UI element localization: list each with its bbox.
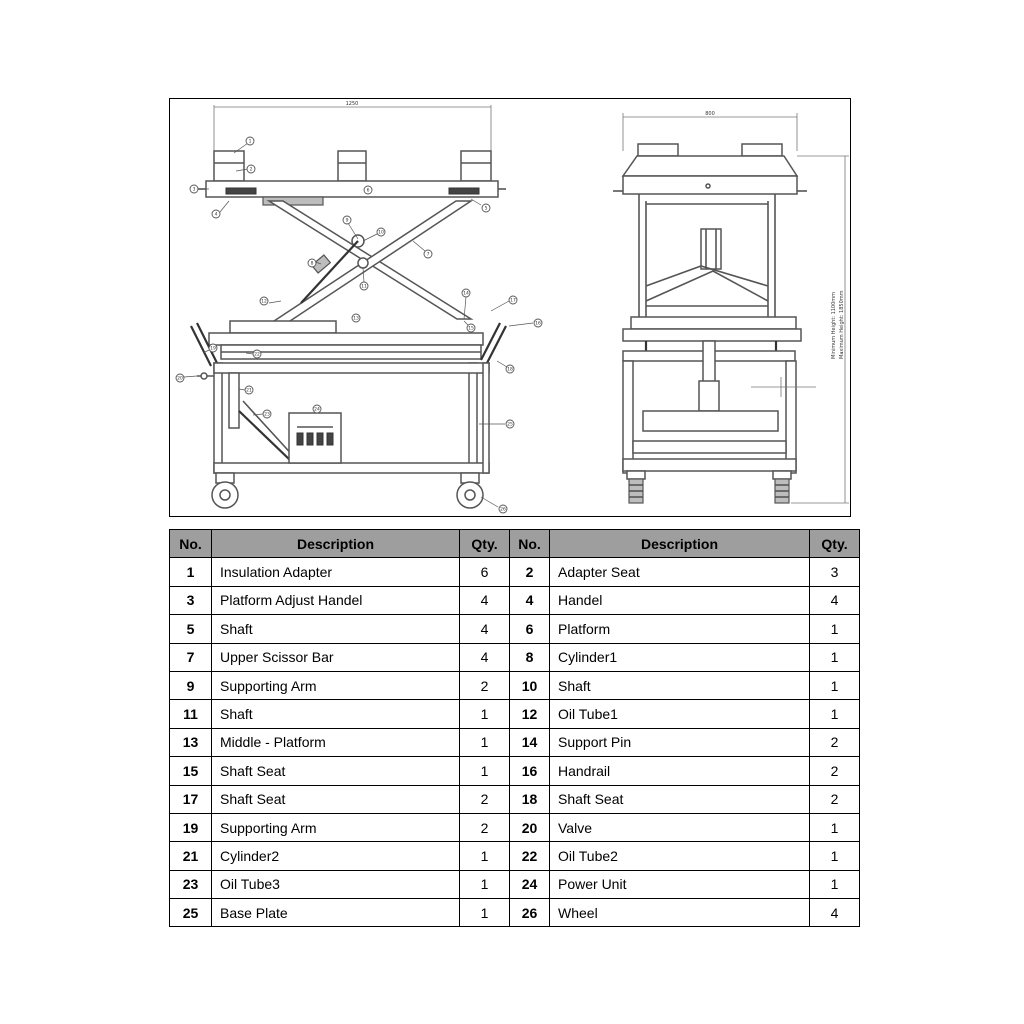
table-row	[170, 785, 860, 813]
header-description: Description	[212, 530, 460, 558]
part-number: 19	[170, 813, 212, 841]
svg-text:7: 7	[426, 252, 430, 258]
part-number: 5	[170, 615, 212, 643]
svg-text:15: 15	[468, 326, 474, 332]
part-number: 16	[510, 757, 550, 785]
svg-text:23: 23	[264, 412, 270, 418]
part-description: Base Plate	[212, 899, 460, 927]
part-quantity: 1	[460, 870, 510, 898]
part-number: 11	[170, 700, 212, 728]
part-quantity: 4	[810, 899, 860, 927]
table-row	[170, 870, 860, 898]
side-view	[176, 101, 542, 513]
part-number: 6	[510, 615, 550, 643]
part-quantity: 1	[460, 757, 510, 785]
part-quantity: 1	[810, 842, 860, 870]
part-description: Insulation Adapter	[212, 558, 460, 586]
svg-text:4: 4	[214, 212, 218, 218]
part-number: 7	[170, 643, 212, 671]
part-description: Shaft Seat	[212, 757, 460, 785]
part-number: 20	[510, 813, 550, 841]
part-description: Power Unit	[550, 870, 810, 898]
part-quantity: 1	[810, 671, 860, 699]
part-number: 13	[170, 728, 212, 756]
part-description: Handrail	[550, 757, 810, 785]
part-description: Shaft	[212, 700, 460, 728]
front-dimension-label: 800	[705, 111, 715, 117]
table-row	[170, 643, 860, 671]
part-quantity: 1	[810, 870, 860, 898]
part-number: 22	[510, 842, 550, 870]
callout-5	[471, 199, 490, 212]
table-row	[170, 813, 860, 841]
part-quantity: 1	[460, 899, 510, 927]
part-number: 17	[170, 785, 212, 813]
part-quantity: 1	[460, 700, 510, 728]
header-description: Description	[550, 530, 810, 558]
part-number: 26	[510, 899, 550, 927]
svg-text:13: 13	[353, 316, 359, 322]
svg-text:18: 18	[507, 367, 513, 373]
part-description: Supporting Arm	[212, 813, 460, 841]
svg-text:6: 6	[366, 188, 370, 194]
header-qty: Qty.	[460, 530, 510, 558]
part-quantity: 3	[810, 558, 860, 586]
base-frame	[214, 363, 489, 473]
callout-4	[212, 201, 229, 218]
table-row	[170, 899, 860, 927]
svg-text:21: 21	[246, 388, 252, 394]
minimum-height-label: Minimum Height: 1100mm	[831, 291, 837, 359]
svg-text:22: 22	[254, 352, 260, 358]
part-description: Supporting Arm	[212, 671, 460, 699]
callout-6	[364, 186, 372, 194]
part-description: Adapter Seat	[550, 558, 810, 586]
svg-text:5: 5	[484, 206, 488, 212]
part-quantity: 4	[460, 586, 510, 614]
callout-15	[464, 321, 475, 332]
parts-table	[169, 529, 860, 927]
part-number: 15	[170, 757, 212, 785]
part-description: Middle - Platform	[212, 728, 460, 756]
part-number: 25	[170, 899, 212, 927]
part-number: 1	[170, 558, 212, 586]
svg-text:12: 12	[261, 299, 267, 305]
part-number: 18	[510, 785, 550, 813]
part-description: Oil Tube1	[550, 700, 810, 728]
part-description: Shaft	[550, 671, 810, 699]
maximum-height-label: Maximum Height: 1850mm	[839, 290, 845, 359]
part-quantity: 2	[460, 813, 510, 841]
part-description: Platform	[550, 615, 810, 643]
part-description: Upper Scissor Bar	[212, 643, 460, 671]
part-description: Platform Adjust Handel	[212, 586, 460, 614]
header-no: No.	[510, 530, 550, 558]
part-quantity: 1	[810, 700, 860, 728]
part-description: Cylinder1	[550, 643, 810, 671]
part-description: Support Pin	[550, 728, 810, 756]
part-quantity: 1	[460, 842, 510, 870]
part-quantity: 2	[810, 728, 860, 756]
table-header-row	[170, 530, 860, 558]
part-number: 14	[510, 728, 550, 756]
part-number: 4	[510, 586, 550, 614]
part-number: 12	[510, 700, 550, 728]
side-wheels	[212, 473, 483, 508]
part-number: 2	[510, 558, 550, 586]
part-description: Wheel	[550, 899, 810, 927]
svg-text:9: 9	[345, 218, 349, 224]
callout-13	[352, 314, 360, 322]
side-dimension-label: 1250	[345, 101, 359, 107]
svg-text:24: 24	[314, 407, 320, 413]
part-quantity: 2	[460, 785, 510, 813]
part-quantity: 1	[810, 813, 860, 841]
callout-17	[491, 296, 517, 311]
part-number: 24	[510, 870, 550, 898]
callout-21	[239, 386, 253, 394]
table-row	[170, 558, 860, 586]
part-quantity: 1	[810, 643, 860, 671]
front-view	[613, 111, 849, 503]
callout-10	[363, 228, 385, 241]
svg-text:19: 19	[210, 346, 216, 352]
callout-9	[343, 216, 358, 239]
part-description: Handel	[550, 586, 810, 614]
part-description: Valve	[550, 813, 810, 841]
part-number: 3	[170, 586, 212, 614]
header-qty: Qty.	[810, 530, 860, 558]
part-description: Oil Tube2	[550, 842, 810, 870]
header-no: No.	[170, 530, 212, 558]
part-quantity: 6	[460, 558, 510, 586]
part-number: 21	[170, 842, 212, 870]
callout-26	[481, 497, 507, 513]
insulation-adapters	[214, 151, 491, 181]
table-row	[170, 757, 860, 785]
part-description: Shaft	[212, 615, 460, 643]
callout-24	[313, 405, 321, 413]
part-quantity: 1	[460, 728, 510, 756]
part-quantity: 4	[810, 586, 860, 614]
svg-text:2: 2	[249, 167, 253, 173]
part-description: Cylinder2	[212, 842, 460, 870]
part-description: Shaft Seat	[550, 785, 810, 813]
part-number: 10	[510, 671, 550, 699]
callout-12	[260, 297, 281, 305]
parts-table-body	[170, 558, 860, 927]
table-row	[170, 728, 860, 756]
table-row	[170, 842, 860, 870]
svg-text:25: 25	[507, 422, 513, 428]
svg-text:17: 17	[510, 298, 516, 304]
svg-text:11: 11	[361, 284, 367, 290]
svg-text:1: 1	[248, 139, 252, 145]
callout-16	[509, 319, 542, 327]
callout-20	[176, 374, 197, 382]
technical-drawing	[169, 98, 851, 517]
part-quantity: 4	[460, 643, 510, 671]
callout-7	[413, 241, 432, 258]
part-number: 9	[170, 671, 212, 699]
part-number: 23	[170, 870, 212, 898]
part-quantity: 4	[460, 615, 510, 643]
table-row	[170, 586, 860, 614]
svg-text:8: 8	[310, 261, 314, 267]
svg-text:16: 16	[535, 321, 541, 327]
table-row	[170, 615, 860, 643]
part-description: Shaft Seat	[212, 785, 460, 813]
svg-text:20: 20	[177, 376, 183, 382]
svg-text:26: 26	[500, 507, 506, 513]
svg-text:10: 10	[378, 230, 384, 236]
part-quantity: 2	[460, 671, 510, 699]
callout-19	[203, 344, 217, 353]
table-row	[170, 671, 860, 699]
svg-text:14: 14	[463, 291, 469, 297]
side-dimension	[214, 101, 491, 151]
svg-text:3: 3	[192, 187, 196, 193]
part-quantity: 2	[810, 757, 860, 785]
callout-18	[497, 361, 514, 373]
part-quantity: 1	[810, 615, 860, 643]
part-description: Oil Tube3	[212, 870, 460, 898]
table-row	[170, 700, 860, 728]
height-labels	[831, 290, 845, 359]
scissor-mechanism	[269, 201, 471, 323]
part-number: 8	[510, 643, 550, 671]
part-quantity: 2	[810, 785, 860, 813]
